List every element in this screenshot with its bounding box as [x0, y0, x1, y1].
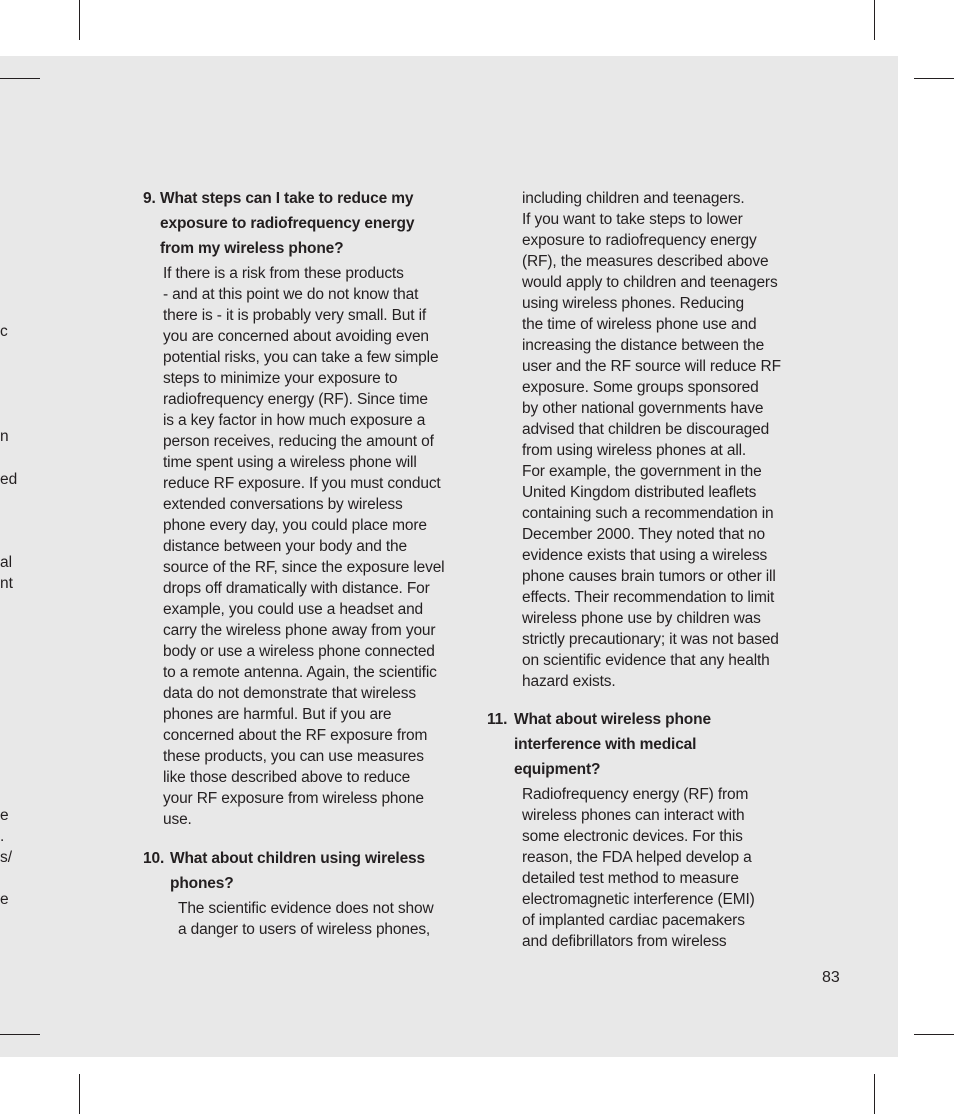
- question-number: 10.: [143, 850, 165, 867]
- body-line: extended conversations by wireless: [163, 496, 403, 513]
- heading-line: What steps can I take to reduce my: [160, 190, 414, 207]
- body-line: a danger to users of wireless phones,: [178, 921, 431, 938]
- body-line: of implanted cardiac pacemakers: [522, 912, 745, 929]
- heading-line: phones?: [170, 875, 234, 892]
- body-line: concerned about the RF exposure from: [163, 727, 428, 744]
- crop-mark: [874, 1074, 875, 1114]
- body-line: hazard exists.: [522, 673, 616, 690]
- body-line: The scientific evidence does not show: [178, 900, 434, 917]
- question-10: [143, 846, 473, 940]
- body-line: - and at this point we do not know that: [163, 286, 419, 303]
- body-line: phones are harmful. But if you are: [163, 706, 392, 723]
- question-number: 11.: [487, 711, 508, 728]
- body-line: by other national governments have: [522, 400, 764, 417]
- body-line: United Kingdom distributed leaflets: [522, 484, 757, 501]
- body-line: some electronic devices. For this: [522, 828, 743, 845]
- body-line: Radiofrequency energy (RF) from: [522, 786, 749, 803]
- body-line: increasing the distance between the: [522, 337, 765, 354]
- heading-line: equipment?: [514, 761, 601, 778]
- edge-fragment: c: [0, 323, 8, 340]
- question-heading: [143, 846, 473, 896]
- crop-mark: [914, 78, 954, 79]
- question-10-continued: [522, 188, 822, 692]
- body-line: detailed test method to measure: [522, 870, 739, 887]
- body-line: phone every day, you could place more: [163, 517, 427, 534]
- body-line: phone causes brain tumors or other ill: [522, 568, 776, 585]
- body-line: there is - it is probably very small. But if: [163, 307, 427, 324]
- answer-body: [522, 784, 822, 952]
- edge-fragment: e: [0, 891, 9, 908]
- answer-body: [163, 263, 473, 830]
- body-line: your RF exposure from wireless phone: [163, 790, 424, 807]
- heading-line: exposure to radiofrequency energy: [160, 215, 415, 232]
- body-line: advised that children be discouraged: [522, 421, 770, 438]
- body-line: these products, you can use measures: [163, 748, 424, 765]
- question-heading: [487, 707, 822, 782]
- body-line: evidence exists that using a wireless: [522, 547, 768, 564]
- body-line: data do not demonstrate that wireless: [163, 685, 416, 702]
- edge-fragment: n: [0, 428, 9, 445]
- previous-page-edge: [0, 0, 20, 1114]
- body-line: time spent using a wireless phone will: [163, 454, 417, 471]
- body-line: would apply to children and teenagers: [522, 274, 778, 291]
- question-11: [487, 707, 822, 952]
- body-line: exposure to radiofrequency energy: [522, 232, 757, 249]
- body-line: drops off dramatically with distance. For: [163, 580, 430, 597]
- body-line: If there is a risk from these products: [163, 265, 404, 282]
- edge-fragment: ed: [0, 471, 18, 488]
- body-line: example, you could use a headset and: [163, 601, 424, 618]
- body-line: steps to minimize your exposure to: [163, 370, 398, 387]
- body-line: using wireless phones. Reducing: [522, 295, 744, 312]
- body-line: radiofrequency energy (RF). Since time: [163, 391, 428, 408]
- body-line: strictly precautionary; it was not based: [522, 631, 779, 648]
- crop-mark: [79, 0, 80, 40]
- body-line: to a remote antenna. Again, the scientific: [163, 664, 437, 681]
- question-number: 9.: [143, 190, 156, 207]
- body-line: user and the RF source will reduce RF: [522, 358, 781, 375]
- body-line: electromagnetic interference (EMI): [522, 891, 755, 908]
- body-line: including children and teenagers.: [522, 190, 745, 207]
- heading-line: What about wireless phone: [514, 711, 711, 728]
- body-line: wireless phones can interact with: [522, 807, 745, 824]
- body-line: potential risks, you can take a few simple: [163, 349, 439, 366]
- body-line: source of the RF, since the exposure level: [163, 559, 445, 576]
- edge-fragment: e: [0, 807, 9, 824]
- body-line: body or use a wireless phone connected: [163, 643, 435, 660]
- edge-fragment: al: [0, 554, 13, 571]
- heading-line: from my wireless phone?: [160, 240, 344, 257]
- edge-fragment: .: [0, 828, 5, 845]
- body-line: you are concerned about avoiding even: [163, 328, 429, 345]
- body-line: effects. Their recommendation to limit: [522, 589, 775, 606]
- body-line: wireless phone use by children was: [522, 610, 761, 627]
- body-line: person receives, reducing the amount of: [163, 433, 434, 450]
- crop-mark: [874, 0, 875, 40]
- heading-line: What about children using wireless: [170, 850, 425, 867]
- body-line: reduce RF exposure. If you must conduct: [163, 475, 441, 492]
- body-line: on scientific evidence that any health: [522, 652, 770, 669]
- heading-line: interference with medical: [514, 736, 697, 753]
- body-line: (RF), the measures described above: [522, 253, 769, 270]
- page-number: 83: [822, 969, 840, 986]
- body-line: carry the wireless phone away from your: [163, 622, 436, 639]
- body-line: distance between your body and the: [163, 538, 407, 555]
- body-line: If you want to take steps to lower: [522, 211, 743, 228]
- body-line: and defibrillators from wireless: [522, 933, 727, 950]
- body-line: reason, the FDA helped develop a: [522, 849, 752, 866]
- body-line: the time of wireless phone use and: [522, 316, 757, 333]
- body-line: like those described above to reduce: [163, 769, 411, 786]
- question-heading: [143, 186, 473, 261]
- question-9: [143, 186, 473, 830]
- body-line: December 2000. They noted that no: [522, 526, 765, 543]
- body-line: from using wireless phones at all.: [522, 442, 747, 459]
- body-line: For example, the government in the: [522, 463, 762, 480]
- crop-mark: [914, 1034, 954, 1035]
- answer-body: [178, 898, 473, 940]
- body-line: exposure. Some groups sponsored: [522, 379, 759, 396]
- body-line: use.: [163, 811, 192, 828]
- body-line: is a key factor in how much exposure a: [163, 412, 426, 429]
- body-line: containing such a recommendation in: [522, 505, 774, 522]
- edge-fragment: nt: [0, 575, 13, 592]
- edge-fragment: s/: [0, 849, 13, 866]
- crop-mark: [79, 1074, 80, 1114]
